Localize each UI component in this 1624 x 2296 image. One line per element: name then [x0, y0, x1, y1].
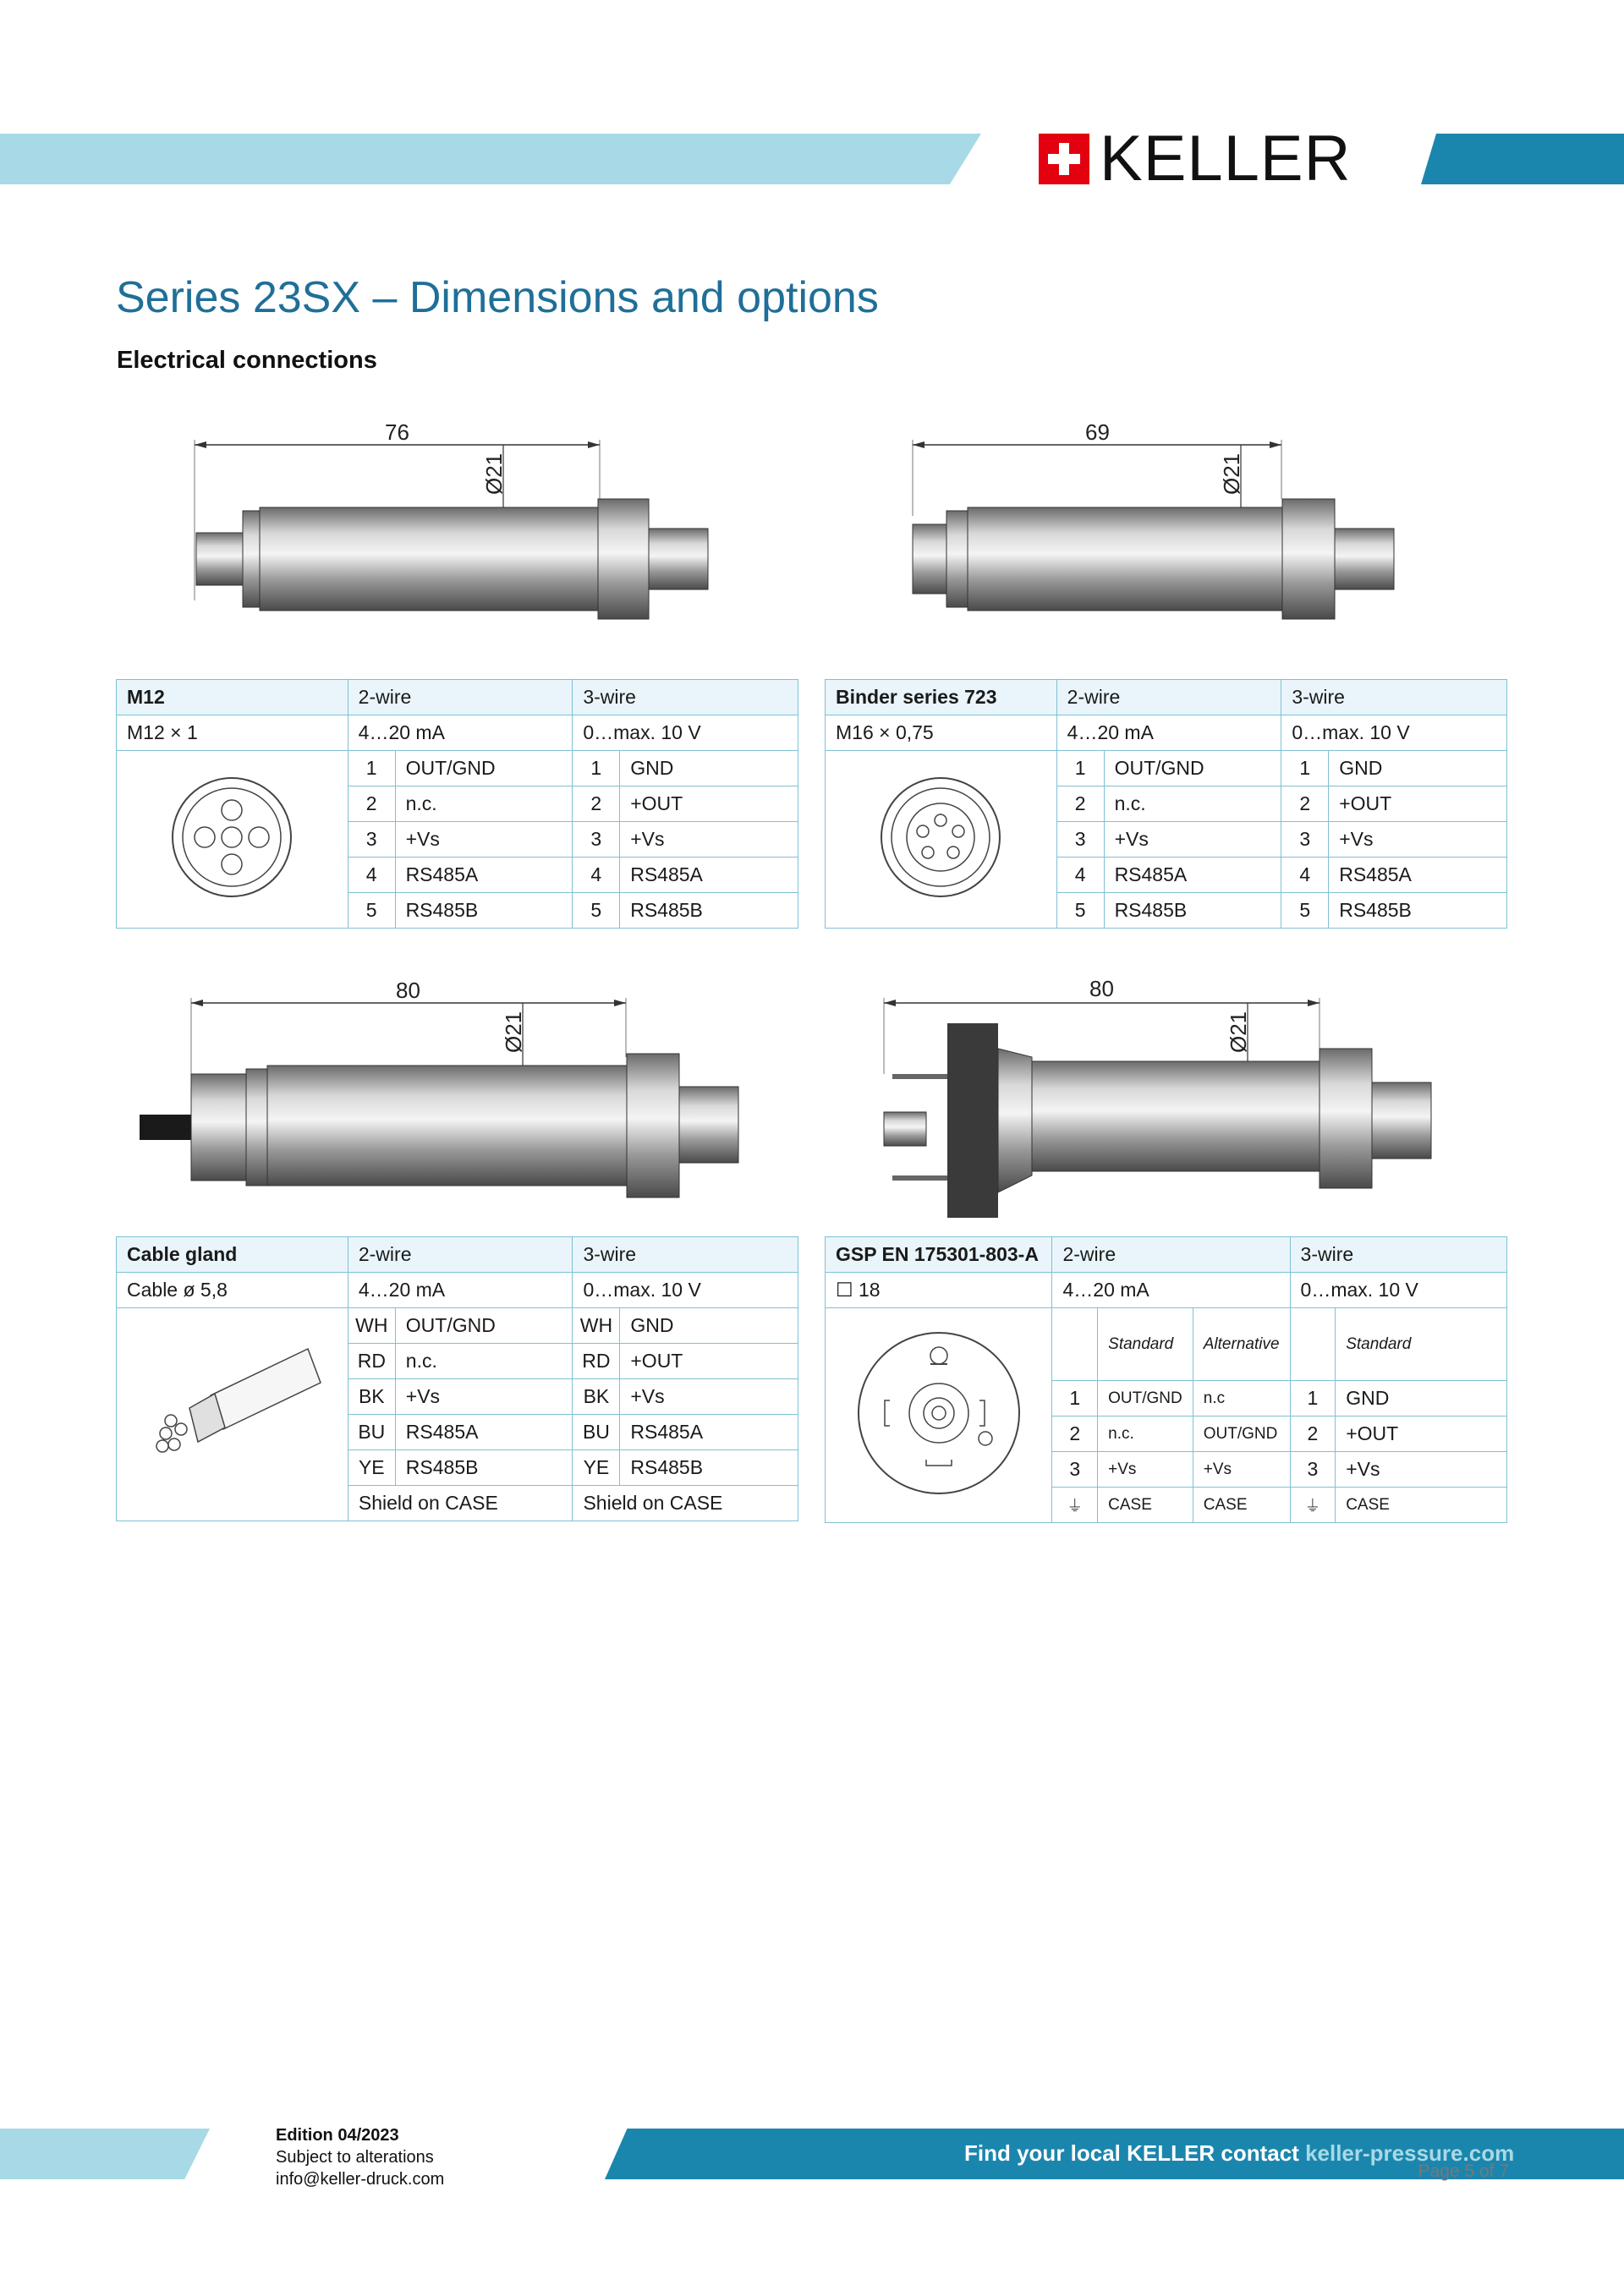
gsp-diameter-label: Ø21: [1226, 1011, 1251, 1053]
cable-gland-transmitter-drawing: [135, 964, 778, 1218]
table-cell: 0…max. 10 V: [573, 1273, 798, 1308]
swiss-flag-icon: [1039, 134, 1089, 184]
table-row: 3 +Vs 3 +Vs: [826, 822, 1507, 858]
table-row: BU RS485A BU RS485A: [117, 1415, 798, 1450]
gsp-connection-table: [825, 1236, 1507, 1523]
table-cell: ☐ 18: [826, 1273, 1052, 1308]
website-link[interactable]: keller-pressure.com: [1305, 2140, 1515, 2166]
cable-icon: [117, 1308, 348, 1521]
table-row: ⏚ CASE CASE ⏚ CASE: [826, 1488, 1507, 1523]
header-band-left: [0, 134, 981, 184]
table-header: 2-wire: [1052, 1237, 1290, 1273]
table-cell: M16 × 0,75: [826, 715, 1057, 751]
table-row: 2 n.c. 2 +OUT: [826, 786, 1507, 822]
gsp-length-label: 80: [1089, 976, 1114, 1001]
table-row: 4 RS485A 4 RS485A: [117, 858, 798, 893]
table-header: 3-wire: [573, 680, 798, 715]
table-cell: 4…20 mA: [1052, 1273, 1290, 1308]
table-header: 2-wire: [348, 680, 573, 715]
cable-diameter-label: Ø21: [501, 1011, 526, 1053]
alterations-note: Subject to alterations: [276, 2148, 434, 2167]
m12-connection-table: [116, 679, 798, 929]
table-header: 3-wire: [573, 1237, 798, 1273]
table-row: YE RS485B YE RS485B: [117, 1450, 798, 1486]
contact-email[interactable]: info@keller-druck.com: [276, 2170, 445, 2189]
binder-diameter-label: Ø21: [1219, 452, 1244, 495]
table-cell: M12 × 1: [117, 715, 348, 751]
header-band-right: [1421, 134, 1624, 184]
page-title: Series 23SX – Dimensions and options: [116, 273, 879, 322]
table-cell: 4…20 mA: [1056, 715, 1281, 751]
table-row: 1 OUT/GND 1 GND: [117, 751, 798, 786]
table-row: 2 n.c. OUT/GND 2 +OUT: [826, 1417, 1507, 1452]
table-cell: 0…max. 10 V: [573, 715, 798, 751]
contact-label: Find your local KELLER contact: [964, 2140, 1299, 2166]
ground-icon: ⏚: [1052, 1488, 1098, 1523]
edition-label: Edition 04/2023: [276, 2126, 399, 2145]
table-row: Shield on CASE Shield on CASE: [117, 1486, 798, 1521]
table-cell: 0…max. 10 V: [1290, 1273, 1506, 1308]
table-row: 3 +Vs +Vs 3 +Vs: [826, 1452, 1507, 1488]
table-cell: 0…max. 10 V: [1281, 715, 1507, 751]
binder-length-label: 69: [1085, 419, 1110, 445]
table-header: 2-wire: [348, 1237, 573, 1273]
cable-length-label: 80: [396, 978, 420, 1003]
table-row: 5 RS485B 5 RS485B: [117, 893, 798, 929]
footer-band-left: [0, 2129, 210, 2179]
table-header: Binder series 723: [826, 680, 1057, 715]
table-header: M12: [117, 680, 348, 715]
footer-edition-block: [276, 2124, 444, 2190]
table-header: 3-wire: [1290, 1237, 1506, 1273]
cable-gland-connection-table: [116, 1236, 798, 1521]
table-row: BK +Vs BK +Vs: [117, 1379, 798, 1415]
table-header: 2-wire: [1056, 680, 1281, 715]
m12-transmitter-drawing: [178, 406, 753, 651]
table-row: 2 n.c. 2 +OUT: [117, 786, 798, 822]
logo-text: KELLER: [1100, 123, 1352, 195]
keller-logo: [1039, 123, 1352, 195]
m12-length-label: 76: [385, 419, 409, 445]
table-header: 3-wire: [1281, 680, 1507, 715]
table-cell: Cable ø 5,8: [117, 1273, 348, 1308]
binder-transmitter-drawing: [892, 406, 1468, 651]
table-row: 4 RS485A 4 RS485A: [826, 858, 1507, 893]
table-row: 1 OUT/GND n.c 1 GND: [826, 1381, 1507, 1417]
table-cell: 4…20 mA: [348, 715, 573, 751]
table-header: GSP EN 175301-803-A: [826, 1237, 1052, 1273]
binder-pinout-icon: [826, 751, 1057, 929]
table-header: Cable gland: [117, 1237, 348, 1273]
table-row: 5 RS485B 5 RS485B: [826, 893, 1507, 929]
table-row: RD n.c. RD +OUT: [117, 1344, 798, 1379]
binder-connection-table: [825, 679, 1507, 929]
table-row: Standard Alternative Standard: [826, 1308, 1507, 1381]
gsp-pinout-icon: [826, 1308, 1052, 1523]
section-subtitle: Electrical connections: [117, 347, 377, 374]
table-row: WH OUT/GND WH GND: [117, 1308, 798, 1344]
ground-icon: ⏚: [1290, 1488, 1336, 1523]
m12-pinout-icon: [117, 751, 348, 929]
gsp-transmitter-drawing: [871, 964, 1480, 1218]
table-row: 1 OUT/GND 1 GND: [826, 751, 1507, 786]
table-row: 3 +Vs 3 +Vs: [117, 822, 798, 858]
page-number: Page 5 of 7: [1418, 2162, 1509, 2181]
table-cell: 4…20 mA: [348, 1273, 573, 1308]
m12-diameter-label: Ø21: [481, 452, 507, 495]
